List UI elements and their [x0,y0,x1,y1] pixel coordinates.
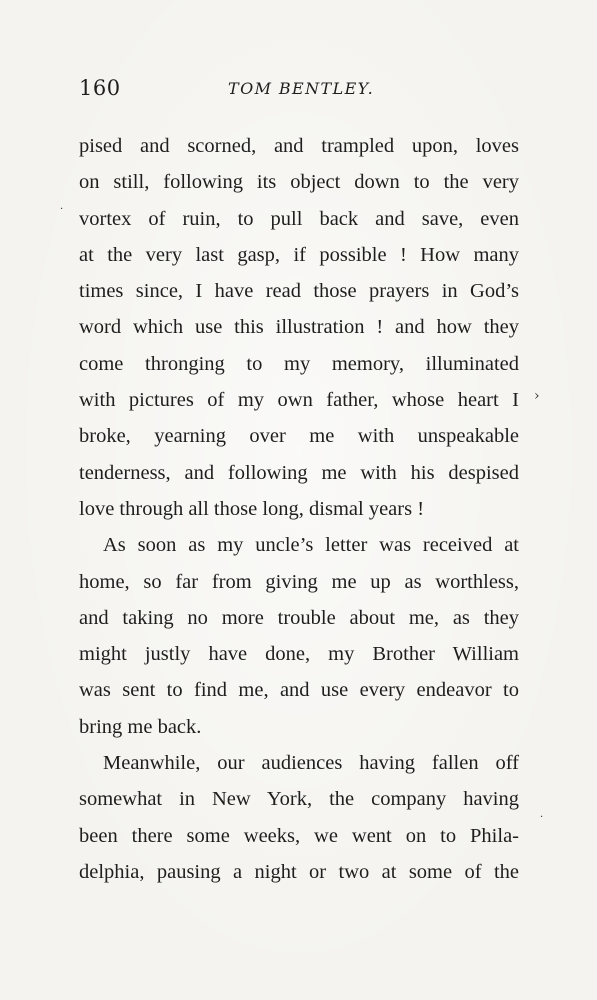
text-line: somewhat in New York, the company having [79,788,519,811]
text-line: bring me back. [79,715,202,738]
text-line: was sent to find me, and use every endeavor to [79,679,519,702]
text-line: word which use this illustration ! and how they [79,316,519,339]
text-line: love through all those long, dismal years ! [79,497,425,520]
text-line: on still, following its object down to the very [79,171,519,194]
text-line: As soon as my uncle’s letter was received at [103,534,519,557]
body-text [79,128,519,890]
margin-mark: · [60,204,64,215]
text-line: been there some weeks, we went on to Phila- [79,824,519,847]
text-line: Meanwhile, our audiences having fallen off [103,752,519,775]
text-line: and taking no more trouble about me, as they [79,606,519,629]
text-line: delphia, pausing a night or two at some of the [79,860,519,883]
text-line: at the very last gasp, if possible ! How many [79,243,519,266]
text-line: might justly have done, my Brother William [79,643,519,666]
margin-mark: · [540,812,544,823]
text-line: pised and scorned, and trampled upon, loves [79,135,519,157]
text-line: tenderness, and following me with his despised [79,461,519,484]
margin-mark: › [534,388,540,404]
page-number: 160 [79,76,121,100]
text-line: times since, I have read those prayers in God’s [79,280,519,303]
text-line: broke, yearning over me with unspeakable [79,425,519,448]
text-line: come thronging to my memory, illuminated [79,352,519,375]
text-line: home, so far from giving me up as worthless, [79,570,519,593]
text-line: with pictures of my own father, whose heart I [79,389,519,412]
text-line: vortex of ruin, to pull back and save, even [79,207,519,230]
running-title: TOM BENTLEY. [228,79,375,98]
running-head [0,72,597,108]
